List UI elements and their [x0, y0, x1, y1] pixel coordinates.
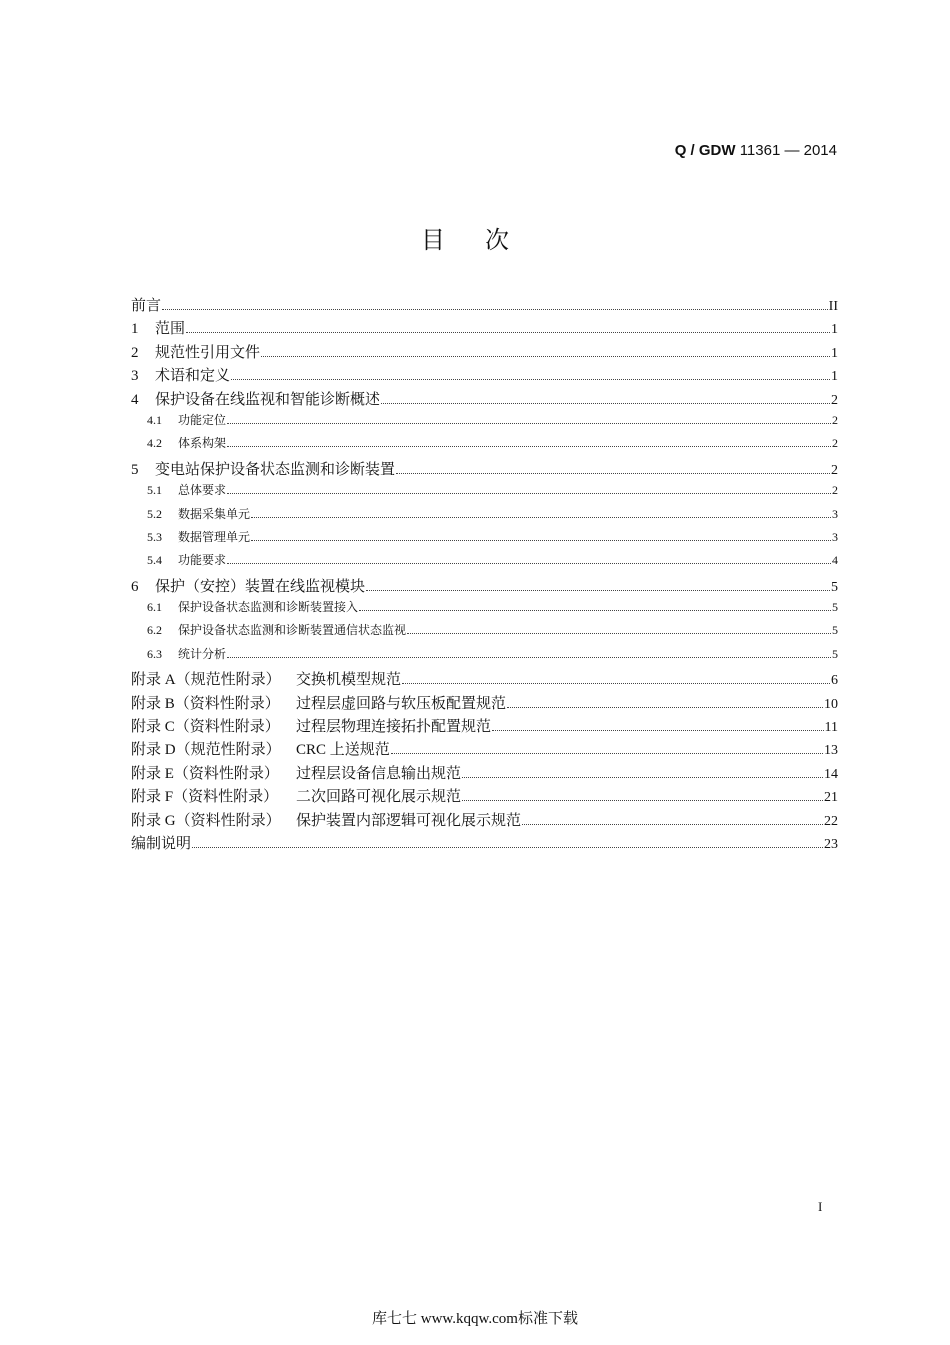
toc-entry[interactable] [131, 692, 838, 715]
dot-leader [162, 309, 828, 310]
toc-entry[interactable] [131, 317, 838, 340]
toc-entry-page: 4 [832, 553, 838, 568]
dot-leader [192, 847, 823, 848]
toc-entry-label: 统计分析 [178, 646, 227, 661]
toc-entry[interactable] [131, 762, 838, 785]
dot-leader [227, 563, 831, 564]
dot-leader [402, 683, 830, 684]
toc-entry-page: 5 [832, 646, 838, 661]
toc-entry[interactable] [131, 645, 838, 668]
toc-entry-label: 保护（安控）装置在线监视模块 [155, 578, 366, 595]
toc-entry-number: 4 [131, 391, 139, 408]
toc-entry-label: 编制说明 [131, 835, 192, 852]
toc-entry[interactable] [131, 341, 838, 364]
toc-entry[interactable] [131, 715, 838, 738]
toc-entry-page: 3 [832, 529, 838, 544]
table-of-contents [131, 294, 838, 855]
toc-entry-number: 6.1 [147, 600, 162, 615]
toc-entry-label: 过程层虚回路与软压板配置规范 [296, 695, 507, 712]
toc-entry-page: 14 [824, 766, 838, 782]
toc-entry-page: 1 [831, 322, 838, 338]
page-number: I [818, 1199, 823, 1214]
dot-leader [366, 590, 830, 591]
toc-entry-label: 功能要求 [178, 553, 227, 568]
toc-entry-number: 4.1 [147, 412, 162, 427]
toc-entry[interactable] [131, 411, 838, 434]
dot-leader [391, 753, 823, 754]
dot-leader [231, 379, 830, 380]
dot-leader [462, 800, 823, 801]
toc-entry-number: 6.3 [147, 646, 162, 661]
toc-entry-number: 附录 E（资料性附录） [131, 765, 279, 782]
dot-leader [227, 446, 831, 447]
toc-entry-label: 保护设备状态监测和诊断装置接入 [178, 600, 359, 615]
toc-entry-label: 功能定位 [178, 412, 227, 427]
toc-entry-page: 5 [832, 600, 838, 615]
toc-entry[interactable] [131, 528, 838, 551]
toc-entry-page: 5 [831, 579, 838, 595]
toc-entry-label: 交换机模型规范 [296, 672, 402, 689]
toc-entry-number: 2 [131, 344, 139, 361]
dot-leader [359, 610, 831, 611]
toc-entry[interactable] [131, 458, 838, 481]
toc-entry-number: 5 [131, 461, 139, 478]
toc-entry[interactable] [131, 738, 838, 761]
toc-entry-number: 3 [131, 368, 139, 385]
standard-number [675, 142, 837, 159]
toc-entry-label: 变电站保护设备状态监测和诊断装置 [155, 461, 396, 478]
toc-entry-number: 4.2 [147, 436, 162, 451]
toc-entry-page: 11 [824, 720, 838, 736]
dot-leader [227, 423, 831, 424]
toc-entry[interactable] [131, 668, 838, 691]
toc-entry-page: 2 [832, 483, 838, 498]
toc-entry-label: 数据管理单元 [178, 529, 251, 544]
toc-entry-label: 术语和定义 [155, 368, 231, 385]
toc-entry-page: 1 [831, 369, 838, 385]
toc-entry-page: 2 [832, 412, 838, 427]
toc-entry-page: II [828, 299, 838, 314]
toc-entry-label: 总体要求 [178, 483, 227, 498]
toc-entry[interactable] [131, 575, 838, 598]
toc-entry-number: 附录 C（资料性附录） [131, 719, 280, 736]
toc-entry[interactable] [131, 551, 838, 574]
toc-entry-page: 1 [831, 345, 838, 361]
toc-entry-label: 体系构架 [178, 436, 227, 451]
toc-entry-label: 保护设备在线监视和智能诊断概述 [155, 391, 381, 408]
toc-entry-page: 23 [824, 836, 838, 852]
toc-entry[interactable] [131, 598, 838, 621]
toc-entry-page: 2 [832, 436, 838, 451]
toc-entry-number: 附录 D（规范性附录） [131, 742, 281, 759]
toc-entry-number: 5.4 [147, 553, 162, 568]
toc-entry-page: 5 [832, 623, 838, 638]
toc-entry-label: 范围 [155, 321, 186, 338]
toc-entry-label: 过程层设备信息输出规范 [296, 765, 462, 782]
toc-entry[interactable] [131, 505, 838, 528]
dot-leader [407, 633, 831, 634]
toc-entry-number: 附录 B（资料性附录） [131, 695, 280, 712]
toc-entry-page: 21 [824, 790, 838, 806]
toc-entry[interactable] [131, 481, 838, 504]
toc-entry[interactable] [131, 785, 838, 808]
toc-entry-label: 过程层物理连接拓扑配置规范 [296, 719, 492, 736]
toc-entry-page: 6 [831, 673, 838, 689]
dot-leader [186, 332, 830, 333]
toc-entry-number: 5.2 [147, 506, 162, 521]
toc-entry-label: 数据采集单元 [178, 506, 251, 521]
toc-entry-label: 二次回路可视化展示规范 [296, 789, 462, 806]
dot-leader [462, 777, 823, 778]
toc-entry-number: 1 [131, 321, 139, 338]
toc-entry[interactable] [131, 832, 838, 855]
dot-leader [227, 493, 831, 494]
toc-entry[interactable] [131, 364, 838, 387]
dot-leader [227, 657, 831, 658]
toc-entry-number: 附录 F（资料性附录） [131, 789, 279, 806]
dot-leader [522, 824, 823, 825]
toc-entry-page: 3 [832, 506, 838, 521]
toc-entry[interactable] [131, 621, 838, 644]
dot-leader [251, 540, 831, 541]
toc-entry-number: 6 [131, 578, 139, 595]
page-title: 目次 [421, 226, 549, 254]
toc-entry-number: 附录 G（资料性附录） [131, 812, 281, 829]
toc-entry-page: 10 [824, 696, 838, 712]
toc-entry-label: 保护设备状态监测和诊断装置通信状态监视 [178, 623, 407, 638]
toc-entry[interactable] [131, 434, 838, 457]
toc-entry-number: 附录 A（规范性附录） [131, 672, 281, 689]
toc-entry-number: 5.1 [147, 483, 162, 498]
toc-entry-number: 6.2 [147, 623, 162, 638]
dot-leader [507, 707, 823, 708]
toc-entry[interactable] [131, 809, 838, 832]
toc-entry-label: 保护装置内部逻辑可视化展示规范 [296, 812, 522, 829]
toc-entry[interactable] [131, 388, 838, 411]
dot-leader [261, 356, 830, 357]
toc-entry-label: 前言 [131, 298, 162, 314]
toc-entry-number: 5.3 [147, 529, 162, 544]
toc-entry-page: 22 [824, 813, 838, 829]
toc-entry-label: CRC 上送规范 [296, 742, 390, 759]
dot-leader [492, 730, 824, 731]
toc-entry[interactable] [131, 294, 838, 317]
toc-entry-page: 2 [831, 392, 838, 408]
standard-prefix: Q / GDW [674, 142, 736, 159]
toc-entry-page: 13 [824, 743, 838, 759]
dot-leader [396, 473, 830, 474]
footer-watermark: 库七七 www.kqqw.com标准下载 [372, 1311, 578, 1327]
toc-entry-page: 2 [831, 462, 838, 478]
dot-leader [381, 403, 830, 404]
dot-leader [251, 517, 831, 518]
standard-code: 11361 — 2014 [739, 142, 837, 159]
toc-entry-label: 规范性引用文件 [155, 344, 261, 361]
